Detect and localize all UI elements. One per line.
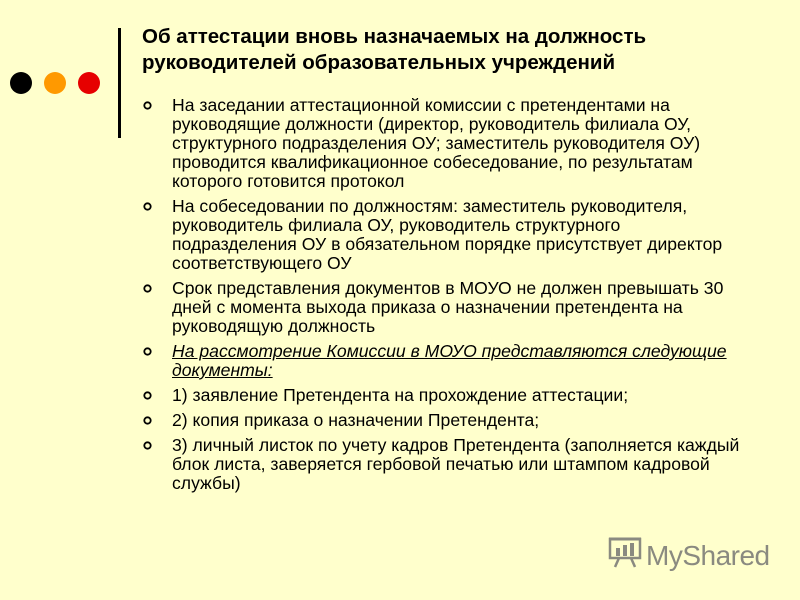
watermark-logo bbox=[608, 536, 770, 575]
slide-title: Об аттестации вновь назначаемых на должность руководителей образовательных учреждений bbox=[142, 25, 647, 74]
orange-dot bbox=[44, 72, 66, 94]
list-item bbox=[143, 342, 743, 380]
list-item bbox=[143, 386, 743, 405]
black-dot bbox=[10, 72, 32, 94]
bullet-list bbox=[143, 96, 743, 499]
bullet-text: Срок представления документов в МОУО не должен превышать 30 дней с момента выхода приказа о назначении претендента на руководящую должность bbox=[172, 278, 724, 336]
bullet-text: 3) личный листок по учету кадров Претендента (заполняется каждый блок листа, заверяется гербовой печатью или штампом кадровой службы) bbox=[172, 435, 740, 493]
ring-bullet-icon bbox=[143, 347, 152, 356]
bullet-text-underlined: На рассмотрение Комиссии в МОУО представляются следующие документы: bbox=[172, 341, 727, 380]
ring-bullet-icon bbox=[143, 441, 152, 450]
list-item bbox=[143, 197, 743, 273]
bullet-text: На заседании аттестационной комиссии с претендентами на руководящие должности (директор, руководитель филиала ОУ, структурного подразделения ОУ; заместитель руководителя ОУ) проводится квалификационное собеседование, по результатам которого готовится протокол bbox=[172, 95, 701, 191]
ring-bullet-icon bbox=[143, 284, 152, 293]
bullet-text: На собеседовании по должностям: заместитель руководителя, руководитель филиала ОУ, руководитель структурного подразделения ОУ в обязательном порядке присутствует директор соответствующего ОУ bbox=[172, 196, 723, 273]
red-dot bbox=[78, 72, 100, 94]
bullet-text: 1) заявление Претендента на прохождение аттестации; bbox=[172, 385, 629, 405]
decorative-dots bbox=[10, 72, 100, 94]
bullet-text: 2) копия приказа о назначении Претендента; bbox=[172, 410, 540, 430]
ring-bullet-icon bbox=[143, 202, 152, 211]
list-item bbox=[143, 436, 743, 493]
list-item bbox=[143, 96, 743, 191]
ring-bullet-icon bbox=[143, 101, 152, 110]
presentation-board-icon bbox=[608, 536, 642, 575]
list-item bbox=[143, 411, 743, 430]
vertical-divider bbox=[118, 28, 121, 138]
ring-bullet-icon bbox=[143, 416, 152, 425]
watermark-text: MyShared bbox=[646, 539, 770, 571]
list-item bbox=[143, 279, 743, 336]
ring-bullet-icon bbox=[143, 391, 152, 400]
